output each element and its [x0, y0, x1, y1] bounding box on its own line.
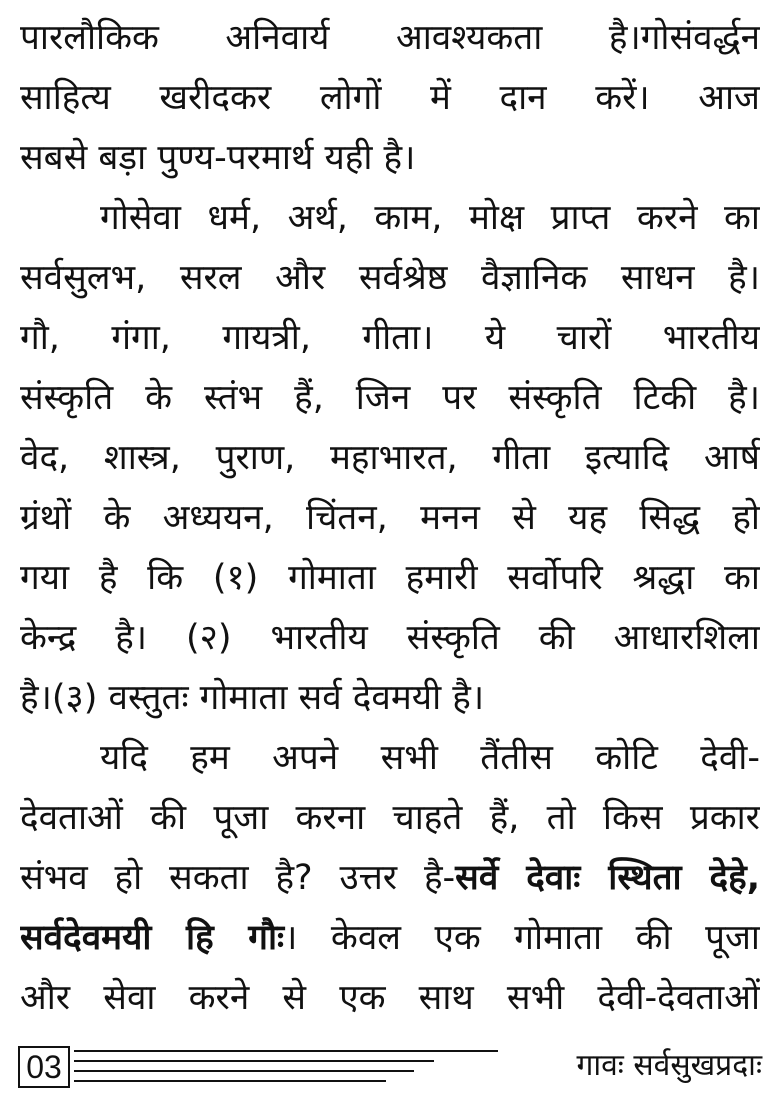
text-line-8: वेद, शास्त्र, पुराण, महाभारत, गीता इत्यादि आर्ष [20, 438, 760, 478]
text-line-14: देवताओं की पूजा करना चाहते हैं, तो किस प्रकार [20, 798, 760, 838]
text-line-11: केन्द्र है। (२) भारतीय संस्कृति की आधारशिला [20, 618, 760, 658]
text-line-7: संस्कृति के स्तंभ हैं, जिन पर संस्कृति टिकी है। [20, 378, 760, 418]
footer-rule [74, 1070, 414, 1072]
footer-rule [74, 1080, 386, 1082]
footer-rule [74, 1060, 434, 1062]
text-line-15 [20, 848, 760, 908]
sanskrit-quote-part-1: सर्वे देवाः स्थिता देहे, [455, 858, 760, 898]
page-footer [0, 1038, 780, 1098]
text-line-4: गोसेवा धर्म, अर्थ, काम, मोक्ष प्राप्त करने का [100, 198, 760, 238]
text-line-15-normal: संभव हो सकता है? उत्तर है- [20, 858, 456, 898]
text-line-9: ग्रंथों के अध्ययन, चिंतन, मनन से यह सिद्ध हो [20, 498, 760, 538]
footer-rule [74, 1050, 498, 1052]
footer-tagline: गावः सर्वसुखप्रदाः [576, 1048, 762, 1083]
text-line-16-normal: । केवल एक गोमाता की पूजा [284, 918, 760, 958]
text-line-1: पारलौकिक अनिवार्य आवश्यकता है।गोसंवर्द्धन [20, 18, 760, 58]
text-line-16 [20, 908, 760, 968]
text-line-5: सर्वसुलभ, सरल और सर्वश्रेष्ठ वैज्ञानिक साधन है। [20, 258, 760, 298]
text-line-2: साहित्य खरीदकर लोगों में दान करें। आज [20, 78, 760, 118]
text-line-3: सबसे बड़ा पुण्य-परमार्थ यही है। [20, 138, 416, 178]
text-line-13: यदि हम अपने सभी तैंतीस कोटि देवी- [100, 738, 760, 778]
text-line-6: गौ, गंगा, गायत्री, गीता। ये चारों भारतीय [20, 318, 760, 358]
text-line-12: है।(३) वस्तुतः गोमाता सर्व देवमयी है। [20, 678, 485, 718]
text-line-17: और सेवा करने से एक साथ सभी देवी-देवताओं [20, 978, 760, 1018]
page-number: 03 [18, 1046, 70, 1088]
sanskrit-quote-part-2: सर्वदेवमयी हि गौः [20, 918, 285, 958]
text-line-10: गया है कि (१) गोमाता हमारी सर्वोपरि श्रद्धा का [20, 558, 760, 598]
